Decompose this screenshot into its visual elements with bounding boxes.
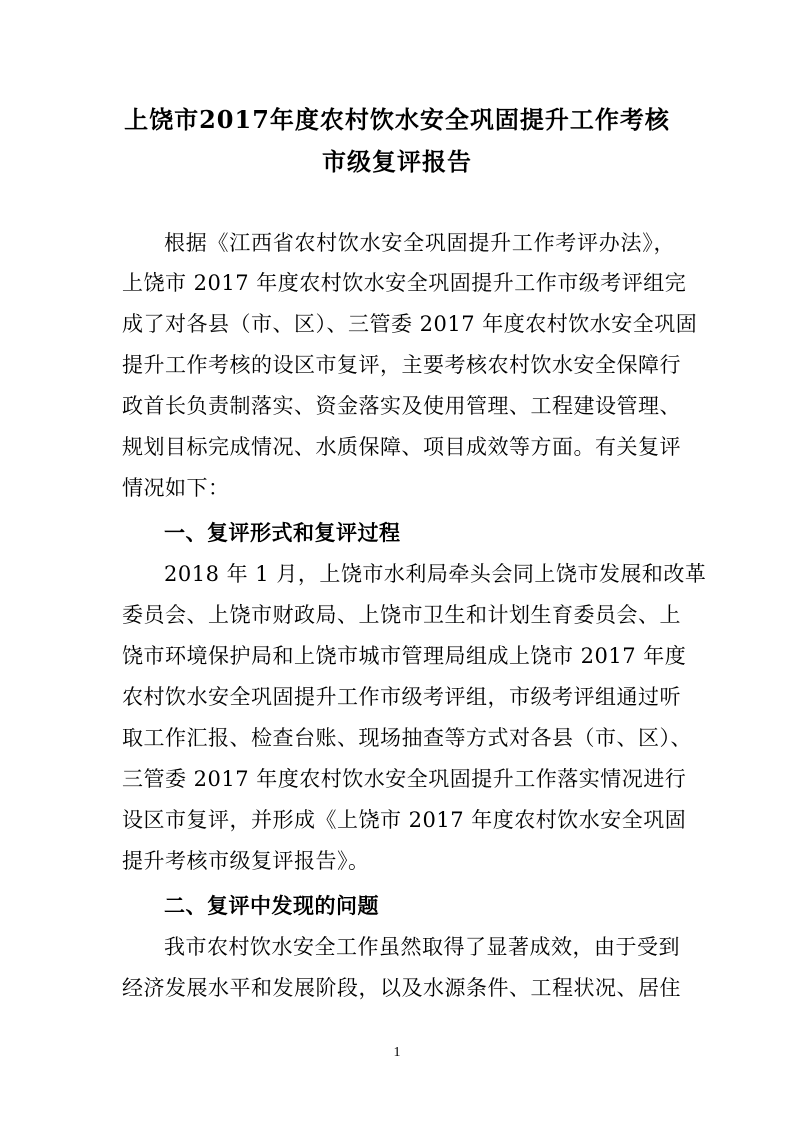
paragraph-line: 上饶市 2017 年度农村饮水安全巩固提升工作市级考评组完 [122,271,687,295]
paragraph-line: 农村饮水安全巩固提升工作市级考评组，市级考评组通过听 [122,685,681,709]
document-subtitle: 市级复评报告 [322,147,472,176]
paragraph-line: 三管委 2017 年度农村饮水安全巩固提升工作落实情况进行 [122,767,687,791]
document-title: 上饶市2017年度农村饮水安全巩固提升工作考核 [124,105,670,134]
paragraph-line: 根据《江西省农村饮水安全巩固提升工作考评办法》， [164,231,675,255]
paragraph-line: 政首长负责制落实、资金落实及使用管理、工程建设管理、 [122,394,681,418]
section-heading: 二、复评中发现的问题 [164,893,379,918]
paragraph-line: 提升考核市级复评报告》。 [122,849,370,873]
paragraph-line: 我市农村饮水安全工作虽然取得了显著成效，由于受到 [164,935,680,959]
paragraph-line: 委员会、上饶市财政局、上饶市卫生和计划生育委员会、上 [122,603,681,627]
paragraph-line: 规划目标完成情况、水质保障、项目成效等方面。有关复评 [122,435,681,459]
paragraph-line: 提升工作考核的设区市复评，主要考核农村饮水安全保障行 [122,353,681,377]
paragraph-line: 饶市环境保护局和上饶市城市管理局组成上饶市 2017 年度 [122,644,687,668]
paragraph-line: 情况如下： [122,476,230,500]
paragraph-line: 取工作汇报、检查台账、现场抽查等方式对各县（市、区）、 [122,726,692,750]
paragraph-line: 2018 年 1 月，上饶市水利局牵头会同上饶市发展和改革 [164,562,707,586]
paragraph-line: 成了对各县（市、区）、三管委 2017 年度农村饮水安全巩固 [122,312,698,336]
section-heading: 一、复评形式和复评过程 [164,520,401,545]
paragraph-line: 设区市复评，并形成《上饶市 2017 年度农村饮水安全巩固 [122,808,687,832]
paragraph-line: 经济发展水平和发展阶段，以及水源条件、工程状况、居住 [122,976,681,1000]
page-number: 1 [393,1045,401,1060]
